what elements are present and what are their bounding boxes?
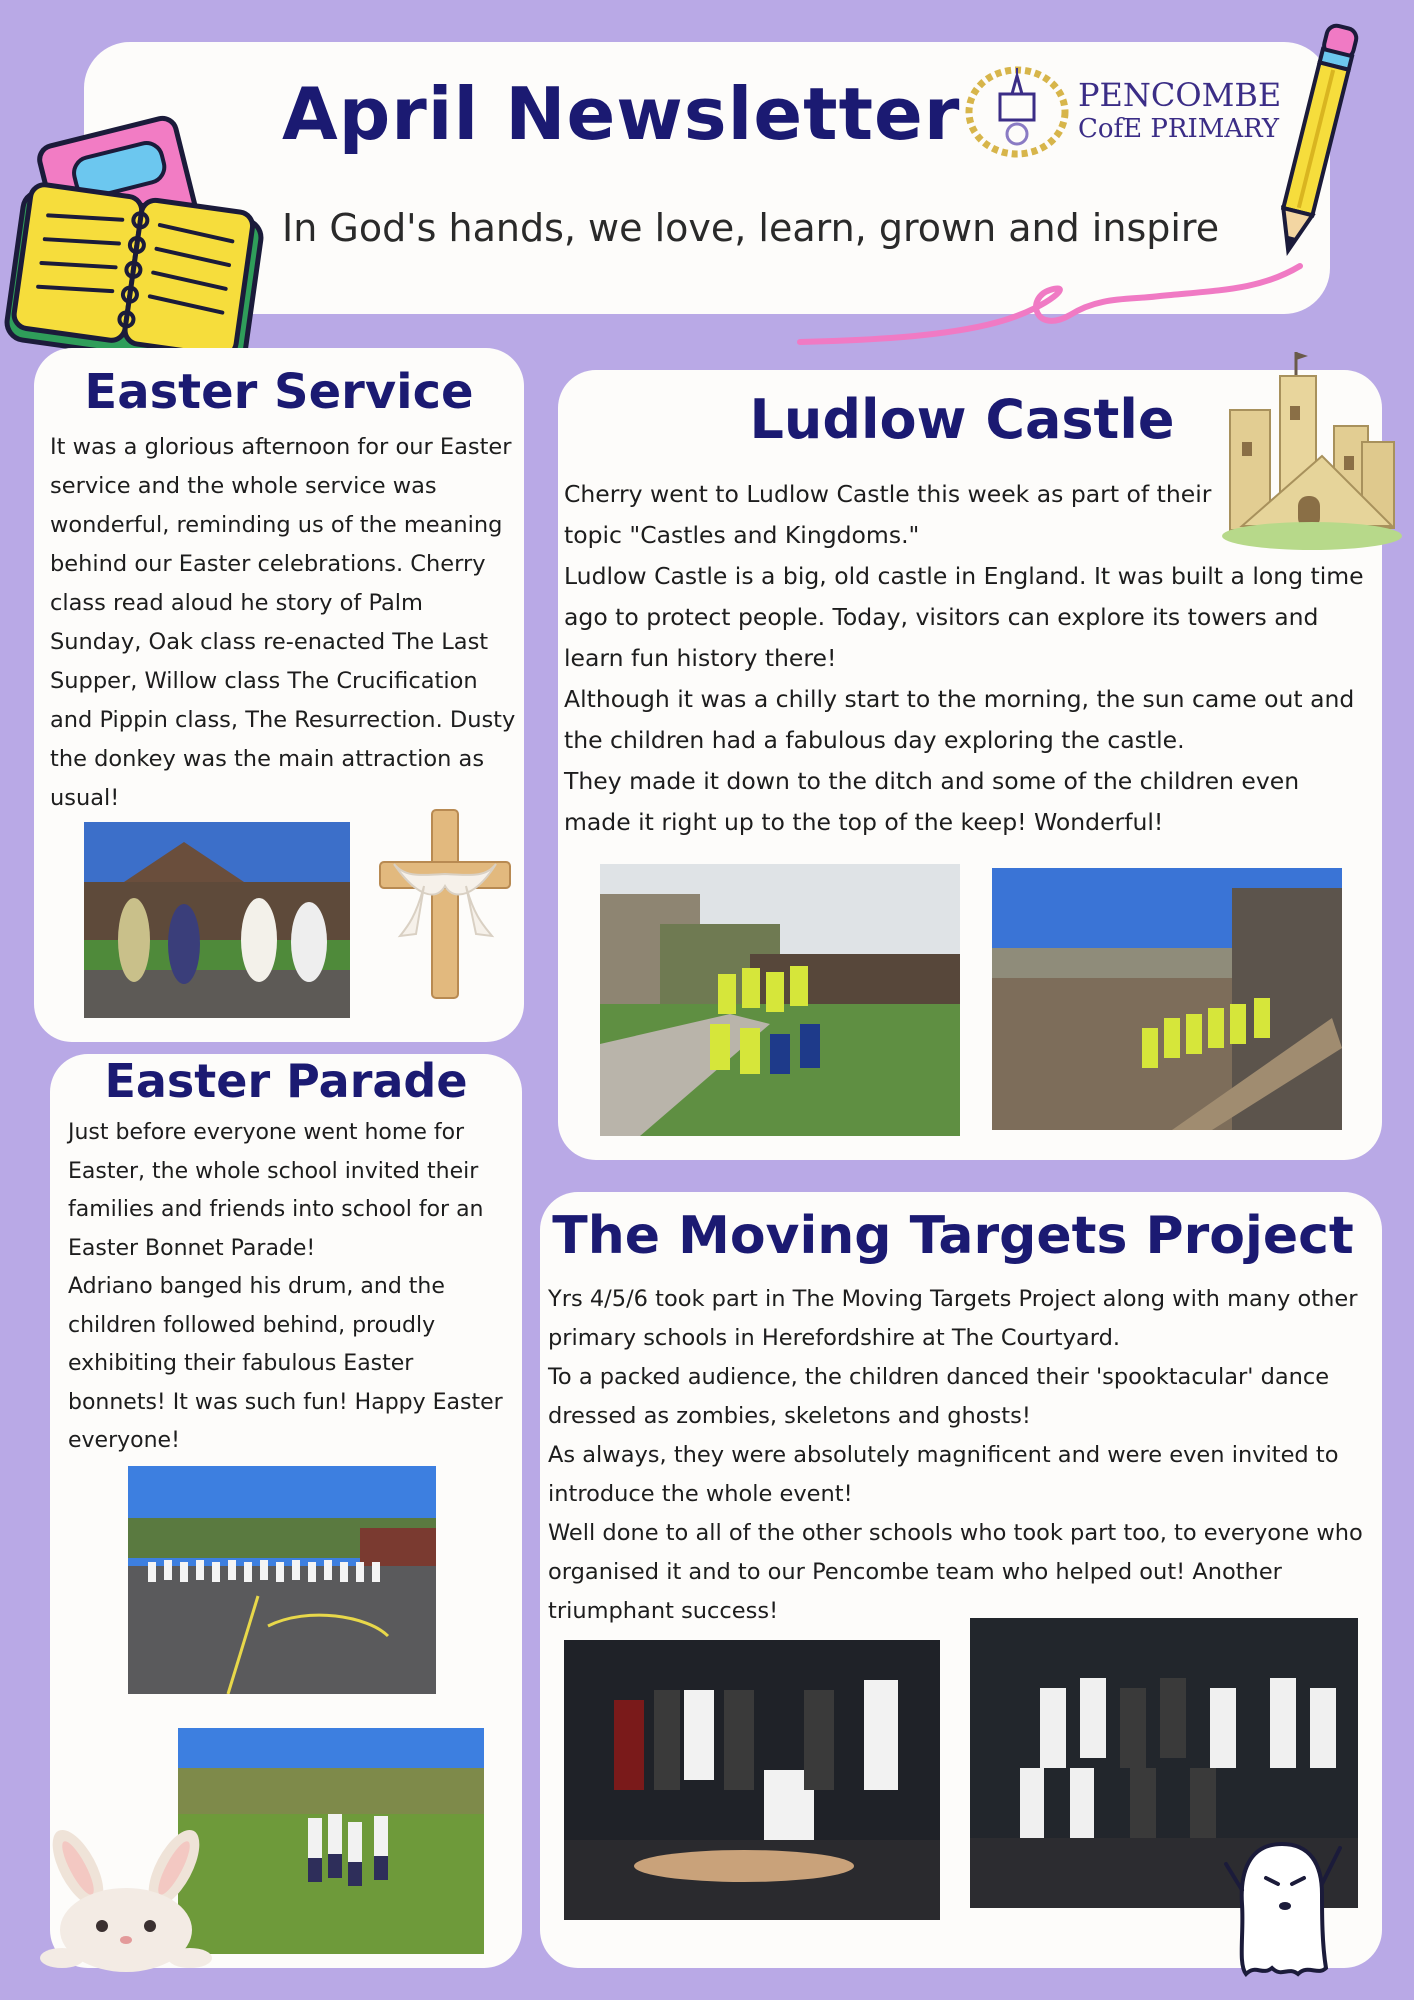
moving-targets-text — [548, 1280, 1382, 1631]
moving-targets-photo-1 — [564, 1640, 940, 1920]
easter-parade-text — [68, 1114, 516, 1461]
school-logo — [962, 62, 1292, 162]
ludlow-castle-paragraph-4: They made it down to the ditch and some of the children even made it right up to the top of the keep! Wonderful! — [564, 767, 1300, 836]
ribbon-decoration — [800, 260, 1320, 350]
ghost-icon — [1222, 1834, 1342, 1982]
easter-service-photo — [84, 822, 350, 1018]
ludlow-castle-photo-2 — [992, 868, 1342, 1130]
easter-parade-title: Easter Parade — [104, 1054, 468, 1108]
easter-parade-paragraph-2: Adriano banged his drum, and the children followed behind, proudly exhibiting their fabulous Easter bonnets! It was such fun! Happy Easter everyone! — [68, 1274, 503, 1453]
easter-service-paragraph: It was a glorious afternoon for our Easter service and the whole service was wonderful, reminding us of the meaning behind our Easter celebrations. Cherry class read aloud he story of Palm Sunday, Oak class re-enacted The Last Supper, Willow class The Crucification and Pippin class, The Resurrection. Dusty the donkey was the main attraction as usual! — [50, 434, 516, 811]
page-title: April Newsletter — [282, 72, 961, 156]
school-motto: In God's hands, we love, learn, grown and inspire — [282, 206, 1220, 250]
logo-line-2: CofE PRIMARY — [1078, 114, 1280, 144]
easter-parade-photo-1 — [128, 1466, 436, 1694]
ludlow-castle-text — [564, 474, 1364, 843]
pencil-icon — [1276, 18, 1356, 268]
ludlow-castle-paragraph-2: Ludlow Castle is a big, old castle in England. It was built a long time ago to protect people. Today, visitors can explore its towers and learn fun history there! — [564, 562, 1364, 672]
easter-parade-photo-2 — [178, 1728, 484, 1954]
ludlow-castle-paragraph-3: Although it was a chilly start to the morning, the sun came out and the children had a fabulous day exploring the castle. — [564, 685, 1355, 754]
bunny-icon — [32, 1822, 218, 1964]
ludlow-castle-title: Ludlow Castle — [749, 388, 1175, 451]
moving-targets-paragraph-3: As always, they were absolutely magnificent and were even invited to introduce the whole event! — [548, 1442, 1339, 1507]
logo-line-1: PENCOMBE — [1078, 76, 1282, 114]
ludlow-castle-paragraph-1: Cherry went to Ludlow Castle this week as part of their topic "Castles and Kingdoms." — [564, 480, 1212, 549]
cross-icon — [376, 806, 514, 1002]
moving-targets-paragraph-4: Well done to all of the other schools who took part too, to everyone who organised it and to our Pencombe team who helped out! Another triumphant success! — [548, 1520, 1363, 1624]
moving-targets-paragraph-2: To a packed audience, the children danced their 'spooktacular' dance dressed as zombies, skeletons and ghosts! — [548, 1364, 1330, 1429]
church-crest-icon — [962, 62, 1072, 158]
ludlow-castle-photo-1 — [600, 864, 960, 1136]
easter-parade-paragraph-1: Just before everyone went home for Easter, the whole school invited their families and friends into school for an Easter Bonnet Parade! — [68, 1120, 484, 1261]
easter-service-title: Easter Service — [84, 364, 474, 420]
moving-targets-paragraph-1: Yrs 4/5/6 took part in The Moving Targets Project along with many other primary schools in Herefordshire at The Courtyard. — [548, 1286, 1358, 1351]
notebook-icon — [4, 110, 264, 370]
easter-service-text — [50, 428, 516, 818]
moving-targets-title: The Moving Targets Project — [552, 1206, 1354, 1266]
